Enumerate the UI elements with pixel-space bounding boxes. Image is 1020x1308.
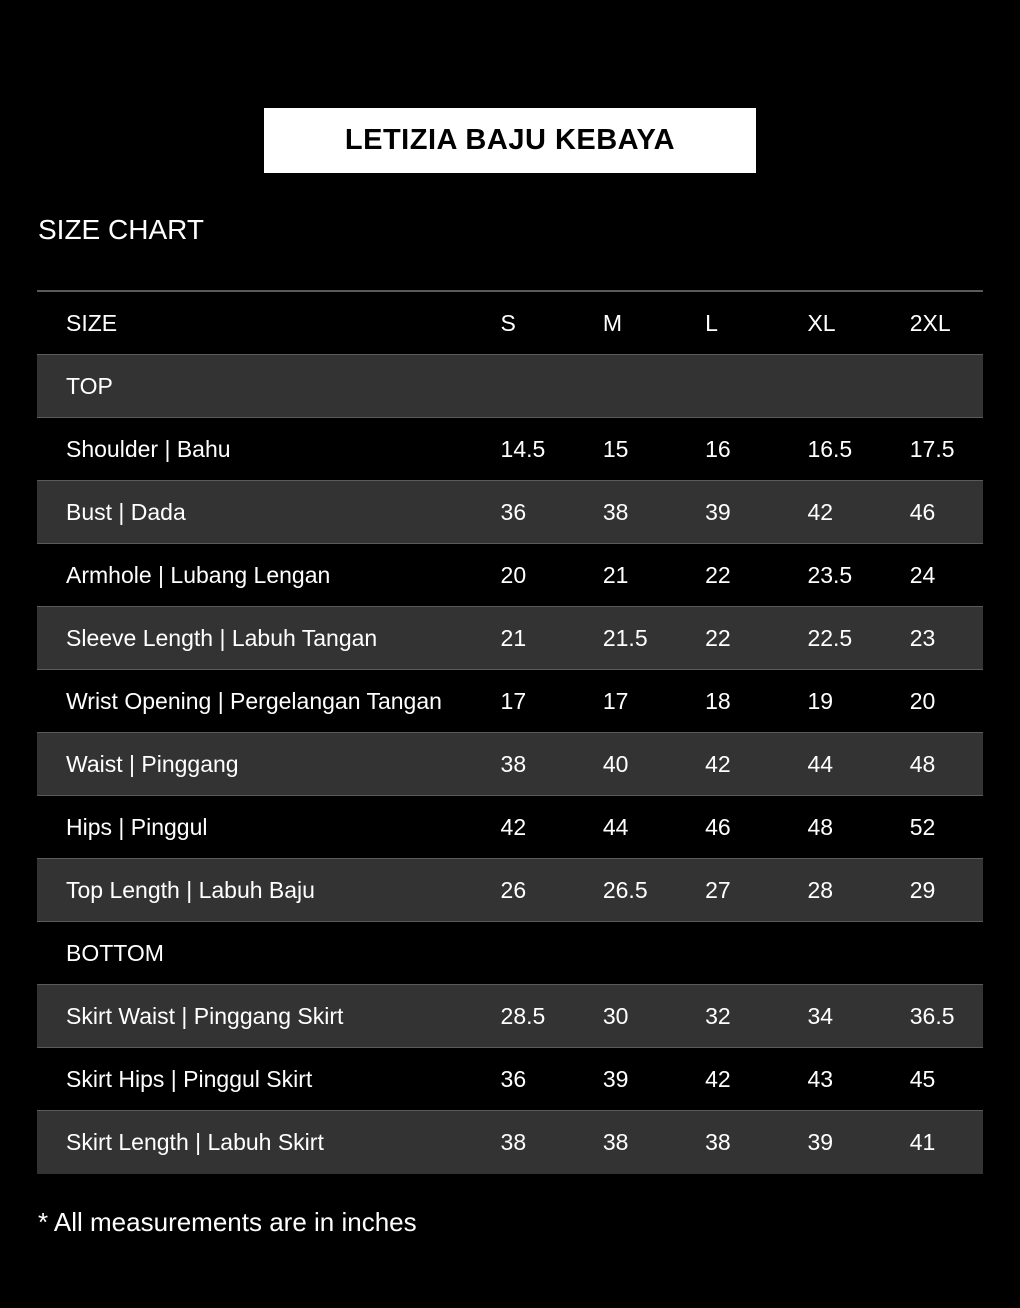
measurement-value-s: 17: [500, 687, 527, 714]
measurement-value-2xl: 23: [909, 624, 936, 651]
measurement-footnote: * All measurements are in inches: [38, 1207, 417, 1237]
measurement-row: [37, 859, 983, 922]
measurement-value-s: 20: [500, 561, 527, 588]
measurement-value-2xl: 29: [909, 876, 936, 903]
measurement-label: Sleeve Length | Labuh Tangan: [66, 624, 378, 651]
measurement-value-m: 15: [602, 435, 629, 462]
measurement-value-m: 21: [602, 561, 629, 588]
header-size-xl: XL: [807, 309, 836, 336]
measurement-value-xl: 28: [807, 876, 834, 903]
size-chart-heading: SIZE CHART: [38, 214, 204, 245]
measurement-value-s: 38: [500, 1129, 527, 1155]
measurement-value-xl: 22.5: [807, 624, 853, 651]
measurement-row: [37, 670, 983, 733]
measurement-row: [37, 796, 983, 859]
size-chart-table: [37, 290, 983, 1174]
brand-title-box: [264, 108, 756, 173]
measurement-label: Shoulder | Bahu: [66, 435, 231, 462]
measurement-value-2xl: 45: [909, 1065, 936, 1092]
measurement-value-xl: 16.5: [807, 435, 853, 462]
measurement-value-2xl: 36.5: [909, 1002, 955, 1029]
measurement-value-l: 42: [705, 750, 731, 777]
measurement-label: Top Length | Labuh Baju: [66, 876, 315, 903]
measurement-value-xl: 48: [807, 813, 834, 840]
measurement-row: [37, 1111, 983, 1174]
measurement-value-2xl: 20: [909, 687, 936, 714]
measurement-value-s: 42: [500, 813, 527, 840]
measurement-value-l: 18: [705, 687, 731, 714]
header-size-2xl: 2XL: [909, 309, 951, 336]
measurement-value-xl: 34: [807, 1002, 834, 1029]
header-label: SIZE: [66, 309, 118, 336]
measurement-value-xl: 23.5: [807, 561, 853, 588]
measurement-value-l: 22: [705, 624, 731, 651]
measurement-value-m: 30: [602, 1002, 629, 1029]
measurement-value-s: 36: [500, 498, 527, 525]
measurement-value-2xl: 52: [909, 813, 936, 840]
measurement-row: [37, 418, 983, 481]
measurement-value-l: 22: [705, 561, 731, 588]
section-label: TOP: [66, 372, 113, 399]
section-label: BOTTOM: [66, 939, 164, 966]
measurement-value-l: 16: [705, 435, 731, 462]
measurement-value-l: 39: [705, 498, 731, 525]
measurement-value-xl: 43: [807, 1065, 834, 1092]
measurement-label: Waist | Pinggang: [66, 750, 239, 777]
measurement-value-2xl: 46: [909, 498, 936, 525]
measurement-value-s: 38: [500, 750, 527, 777]
measurement-value-m: 17: [602, 687, 629, 714]
measurement-value-s: 36: [500, 1065, 527, 1092]
measurement-value-l: 42: [705, 1065, 731, 1092]
measurement-value-s: 26: [500, 876, 527, 903]
brand-title: LETIZIA BAJU KEBAYA: [344, 124, 676, 156]
measurement-value-xl: 39: [807, 1129, 834, 1155]
measurement-value-2xl: 17.5: [909, 435, 955, 462]
measurement-value-s: 28.5: [500, 1002, 546, 1029]
measurement-value-m: 38: [602, 498, 629, 525]
measurement-label: Bust | Dada: [66, 498, 186, 525]
measurement-label: Armhole | Lubang Lengan: [66, 561, 331, 588]
measurement-value-xl: 42: [807, 498, 834, 525]
measurement-label: Wrist Opening | Pergelangan Tangan: [66, 687, 442, 714]
measurement-value-m: 39: [602, 1065, 629, 1092]
measurement-row: [37, 1048, 983, 1111]
measurement-value-s: 21: [500, 624, 527, 651]
measurement-value-m: 44: [602, 813, 629, 840]
measurement-value-l: 32: [705, 1002, 731, 1029]
section-row-bottom: [37, 922, 983, 985]
header-size-m: M: [602, 309, 623, 336]
measurement-row: [37, 481, 983, 544]
measurement-value-2xl: 41: [909, 1129, 936, 1155]
measurement-value-2xl: 48: [909, 750, 936, 777]
measurement-value-2xl: 24: [909, 561, 936, 588]
measurement-value-l: 38: [705, 1129, 731, 1155]
header-size-l: L: [705, 309, 718, 336]
measurement-row: [37, 733, 983, 796]
measurement-row: [37, 985, 983, 1048]
measurement-label: Skirt Length | Labuh Skirt: [66, 1129, 324, 1155]
measurement-label: Skirt Waist | Pinggang Skirt: [66, 1002, 344, 1029]
measurement-value-xl: 44: [807, 750, 834, 777]
measurement-value-m: 40: [602, 750, 629, 777]
measurement-value-m: 21.5: [602, 624, 648, 651]
measurement-value-xl: 19: [807, 687, 834, 714]
measurement-value-m: 26.5: [602, 876, 648, 903]
measurement-row: [37, 607, 983, 670]
section-row-top: [37, 355, 983, 418]
measurement-label: Skirt Hips | Pinggul Skirt: [66, 1065, 313, 1092]
measurement-value-l: 27: [705, 876, 731, 903]
measurement-value-m: 38: [602, 1129, 629, 1155]
measurement-label: Hips | Pinggul: [66, 813, 208, 840]
measurement-value-s: 14.5: [500, 435, 546, 462]
measurement-row: [37, 544, 983, 607]
header-row: [37, 292, 983, 355]
measurement-value-l: 46: [705, 813, 731, 840]
header-size-s: S: [500, 309, 516, 336]
